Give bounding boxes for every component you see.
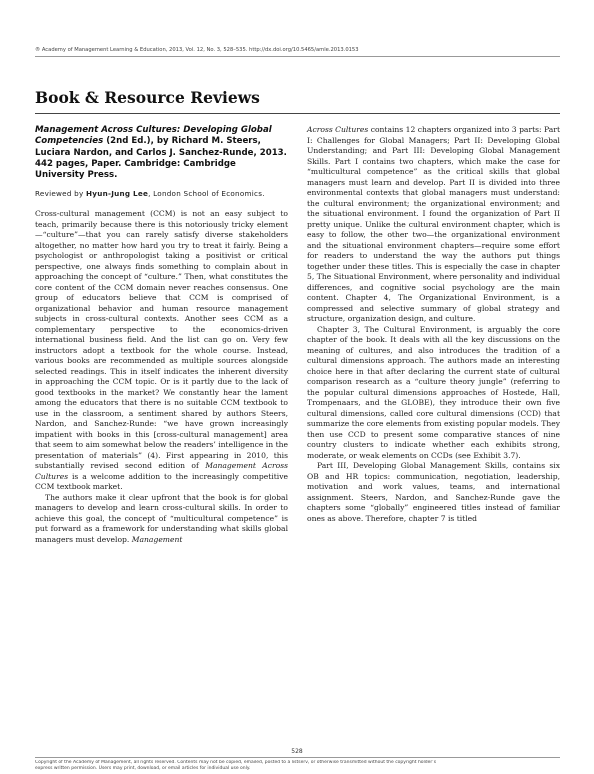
right-column xyxy=(307,125,560,524)
journal-citation-header: ® Academy of Management Learning & Education, 2013, Vol. 12, No. 3, 528–535. http://dx.doi.org/10.5465/amle.2013.0153 xyxy=(35,47,359,53)
page-number: 528 xyxy=(291,748,303,755)
body-paragraph-2: The authors make it clear upfront that the book is for global managers to develop and learn cross-cultural skills. In order to achieve this goal, the concept of “multicultural competence” is put forward as a framework for understanding what skills global managers must develop. Management xyxy=(35,492,288,544)
inline-book-title: Management Across Cultures xyxy=(35,461,288,481)
body-paragraph-1: Cross-cultural management (CCM) is not an easy subject to teach, primarily because there is this notoriously tricky element—“culture”—that you can rarely satisfy diverse stakeholders altogether, no matter how hard you try to treat it fairly. Being a psychologist or anthropologist taking a positivist or critical perspective, one always finds something to complain about in approaching the concept of “culture.” Then, what constitutes the core content of the CCM domain never reaches consensus. One group of educators believe that CCM is comprised of organizational behavior and human resource management subjects in cross-cultural contexts. Another sees CCM as a complementary perspective to the economics-driven international business field. And the list can go on. Very few instructors adopt a textbook for the whole course. Instead, various books are recommended as multiple sources alongside selected readings. This in itself indicates the inherent diversity in approaching the CCM topic. Or is it partly due to the lack of good textbooks in the market? We constantly hear the lament among the educators that there is no suitable CCM textbook to use in the classroom, a sentiment shared by authors Steers, Nardon, and Sanchez-Runde: “we have grown increasingly impatient with books in this [cross-cultural management] area that seem to aim somewhat below the readers’ intelligence in the presentation of materials” (4). First appearing in 2010, this substantially revised second edition of Management Across Cultures is a welcome addition to the increasingly competitive CCM textbook market. xyxy=(35,209,288,492)
body-paragraph-3: Across Cultures contains 12 chapters organized into 3 parts: Part I: Challenges for Global Managers; Part II: Developing Global Understanding; and Part III: Developing Global Management Skills. Part I contains two chapters, which make the case for “multicultural competence” as the critical skills that global managers must learn and develop. Part II is divided into three environmental contexts that global managers must understand: the cultural environment; the organizational environment; and the situational environment. I found the organization of Part II pretty unique. Unlike the cultural environment chapter, which is easy to follow, the other two—the organizational environment and the situational environment chapters—require some effort for readers to understand the way the authors put things together under these titles. This is especially the case in chapter 5, The Situational Environment, where personality and individual differences, and cognitive social psychology are the main content. Chapter 4, The Organizational Environment, is a compressed and selective summary of global strategy and structure, organization design, and culture. xyxy=(307,125,560,323)
reviewer-affiliation: , London School of Economics. xyxy=(148,189,265,199)
book-citation xyxy=(35,125,288,181)
footer-rule xyxy=(35,757,560,758)
copyright-line-2: express written permission. Users may print, download, or email articles for individual use only. xyxy=(35,766,251,771)
body-paragraph-4: Chapter 3, The Cultural Environment, is arguably the core chapter of the book. It deals with all the key discussions on the meaning of cultures, and also introduces the tradition of a cultural dimensions approach. The authors made an interesting choice here in that after declaring the current state of cultural comparison research as a “culture theory jungle” (referring to the popular cultural dimensions approaches of Hostede, Hall, Trompenaars, and the GLOBE), they introduce their own five cultural dimensions, called core cultural dimensions (CCD) that summarize the core elements from existing popular models. They then use CCD to present some comparative stances of nine country clusters to indicate whether each exhibits strong, moderate, or weak elements on CCDs (see Exhibit 3.7). xyxy=(307,324,560,460)
left-column xyxy=(35,125,288,545)
inline-book-title-part: Across Cultures xyxy=(307,125,369,134)
inline-book-title-part: Management xyxy=(131,534,183,544)
body-paragraph-5: Part III, Developing Global Management Skills, contains six OB and HR topics: communication, negotiation, leadership, motivation and work values, teams, and international assignment. Steers, Nardon, and Sanchez-Runde gave the chapters some “globally” engineered titles instead of familiar ones as above. Therefore, chapter 7 is titled xyxy=(307,461,560,523)
book-details: (2nd Ed.), by Richard M. Steers, Luciara Nardon, and Carlos J. Sanchez-Runde, 2013. 442 pages, Paper. Cambridge: Cambridge University Press. xyxy=(35,136,287,181)
reviewer-name: Hyun-Jung Lee xyxy=(86,189,149,199)
reviewed-by-prefix: Reviewed by xyxy=(35,189,84,199)
section-title: Book & Resource Reviews xyxy=(35,88,260,107)
header-rule xyxy=(35,56,560,57)
copyright-footer xyxy=(35,760,560,772)
copyright-line-1: Copyright of the Academy of Management, all rights reserved. Contents may not be copied, emailed, posted to a listserv, or otherwise transmitted without the copyright holder’s xyxy=(35,760,437,765)
book-title: Management Across Cultures: Developing Global Competencies xyxy=(35,125,272,147)
section-title-rule xyxy=(35,113,560,114)
reviewer-line xyxy=(35,189,288,199)
